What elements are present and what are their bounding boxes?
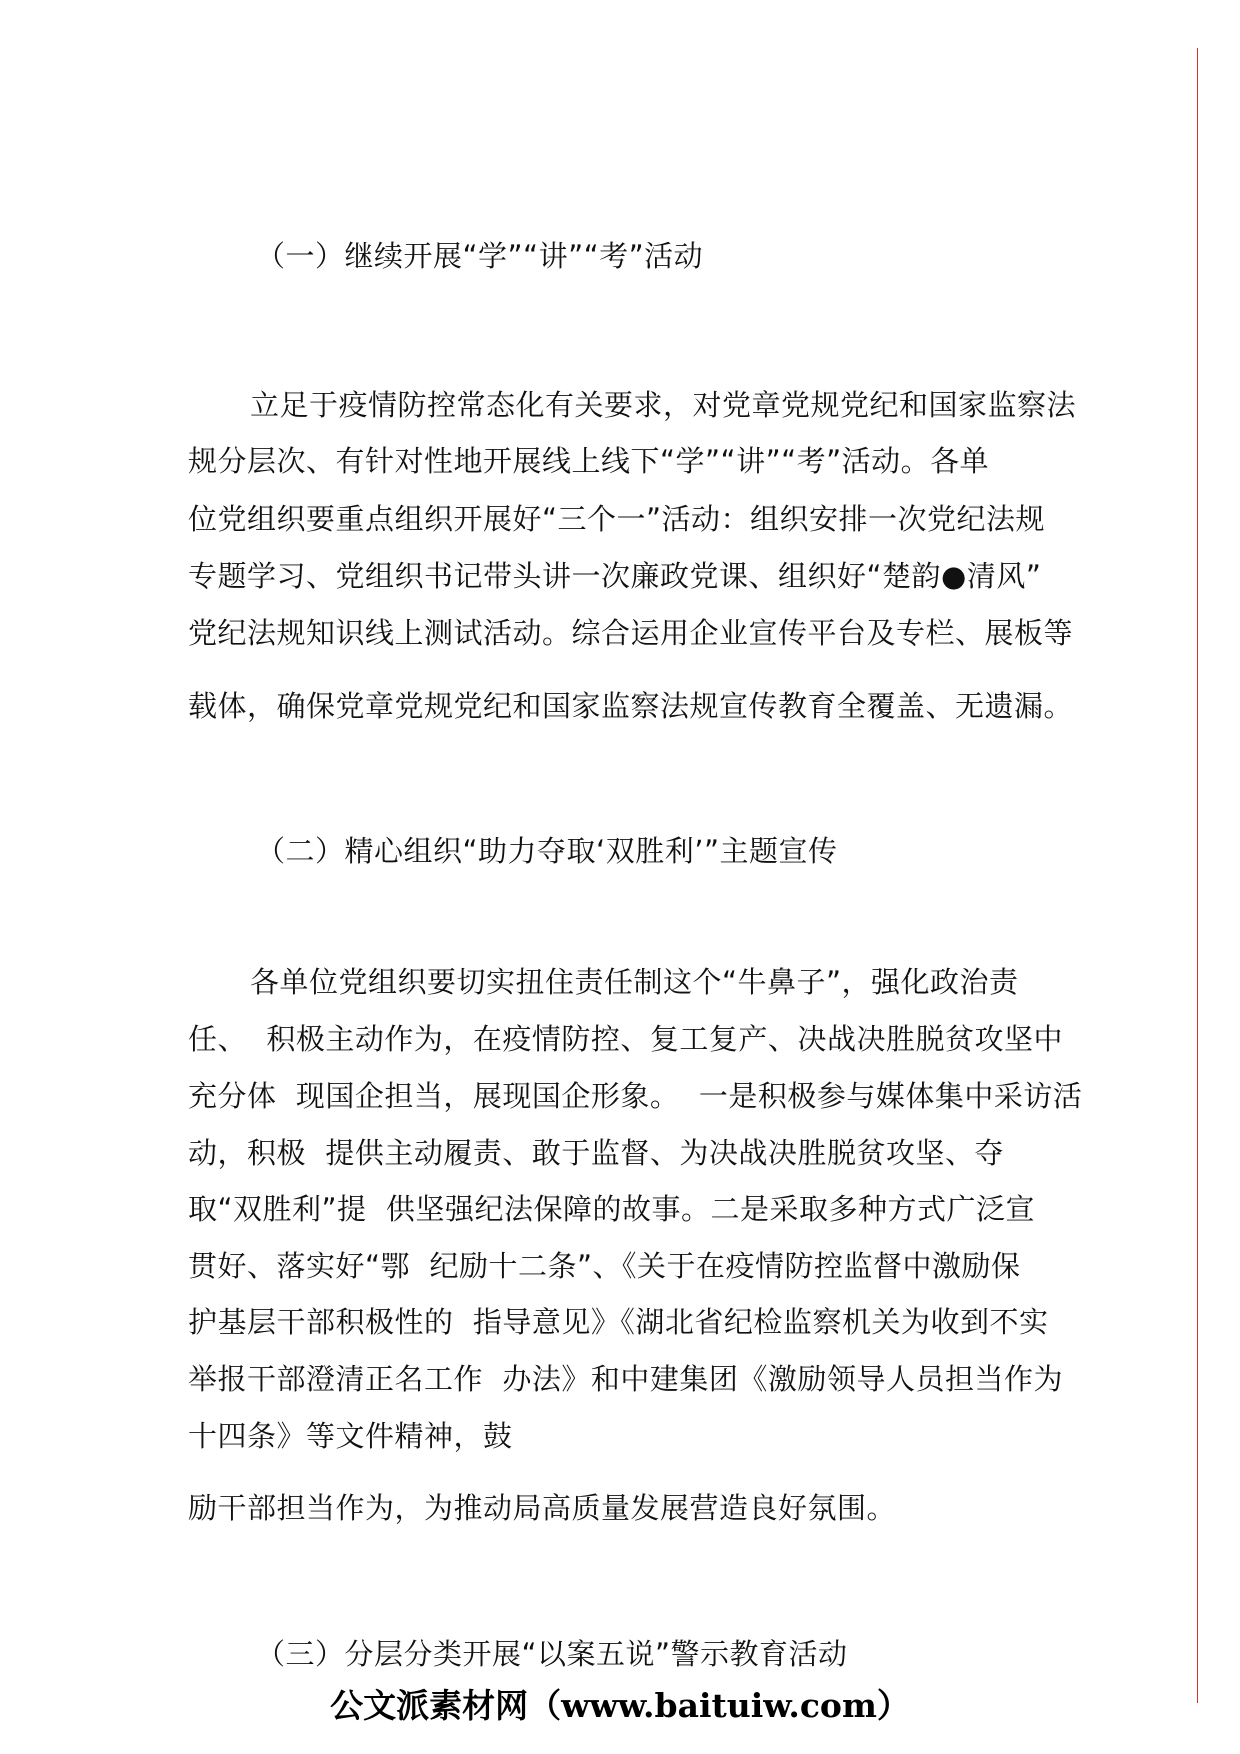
section-1-heading: （一）继续开展“学”“讲”“考”活动: [256, 239, 704, 273]
paragraph-1-line-2: 规分层次、有针对性地开展线上线下“学”“讲”“考”活动。各单: [188, 444, 990, 478]
paragraph-1-line-5: 党纪法规知识线上测试活动。综合运用企业宣传平台及专栏、展板等: [188, 616, 1074, 650]
paragraph-2-line-5: 取“双胜利”提 供坚强纪法保障的故事。二是采取多种方式广泛宣: [188, 1192, 1035, 1226]
paragraph-2-line-9: 十四条》等文件精神，鼓: [188, 1419, 513, 1453]
paragraph-2-line-7: 护基层干部积极性的 指导意见》《湖北省纪检监察机关为收到不实: [188, 1305, 1049, 1339]
paragraph-1-line-3: 位党组织要重点组织开展好“三个一”活动：组织安排一次党纪法规: [188, 502, 1046, 536]
paragraph-2-line-3: 充分体 现国企担当，展现国企形象。 一是积极参与媒体集中采访活: [188, 1079, 1083, 1113]
paragraph-2-line-2: 任、 积极主动作为，在疫情防控、复工复产、决战决胜脱贫攻坚中: [188, 1022, 1063, 1056]
paragraph-2-line-8: 举报干部澄清正名工作 办法》和中建集团《激励领导人员担当作为: [188, 1362, 1063, 1396]
paragraph-1-line-4: 专题学习、党组织书记带头讲一次廉政党课、组织好“楚韵●清风”: [188, 559, 1042, 593]
paragraph-1-line-1: 立足于疫情防控常态化有关要求，对党章党规党纪和国家监察法: [250, 388, 1077, 422]
section-3-heading: （三）分层分类开展“以案五说”警示教育活动: [256, 1637, 848, 1671]
paragraph-1-line-6: 载体，确保党章党规党纪和国家监察法规宣传教育全覆盖、无遗漏。: [188, 689, 1074, 723]
paragraph-2-line-6: 贯好、落实好“鄂 纪励十二条”、《关于在疫情防控监督中激励保: [188, 1249, 1021, 1283]
site-watermark-footer: 公文派素材网（www.baituiw.com）: [330, 1686, 910, 1725]
paragraph-2-line-10: 励干部担当作为，为推动局高质量发展营造良好氛围。: [188, 1491, 897, 1525]
margin-rule: [1197, 48, 1198, 1703]
paragraph-2-line-4: 动，积极 提供主动履责、敢于监督、为决战决胜脱贫攻坚、夺: [188, 1136, 1004, 1170]
paragraph-2-line-1: 各单位党组织要切实扭住责任制这个“牛鼻子”，强化政治责: [250, 965, 1019, 999]
section-2-heading: （二）精心组织“助力夺取‘双胜利’”主题宣传: [256, 834, 838, 868]
